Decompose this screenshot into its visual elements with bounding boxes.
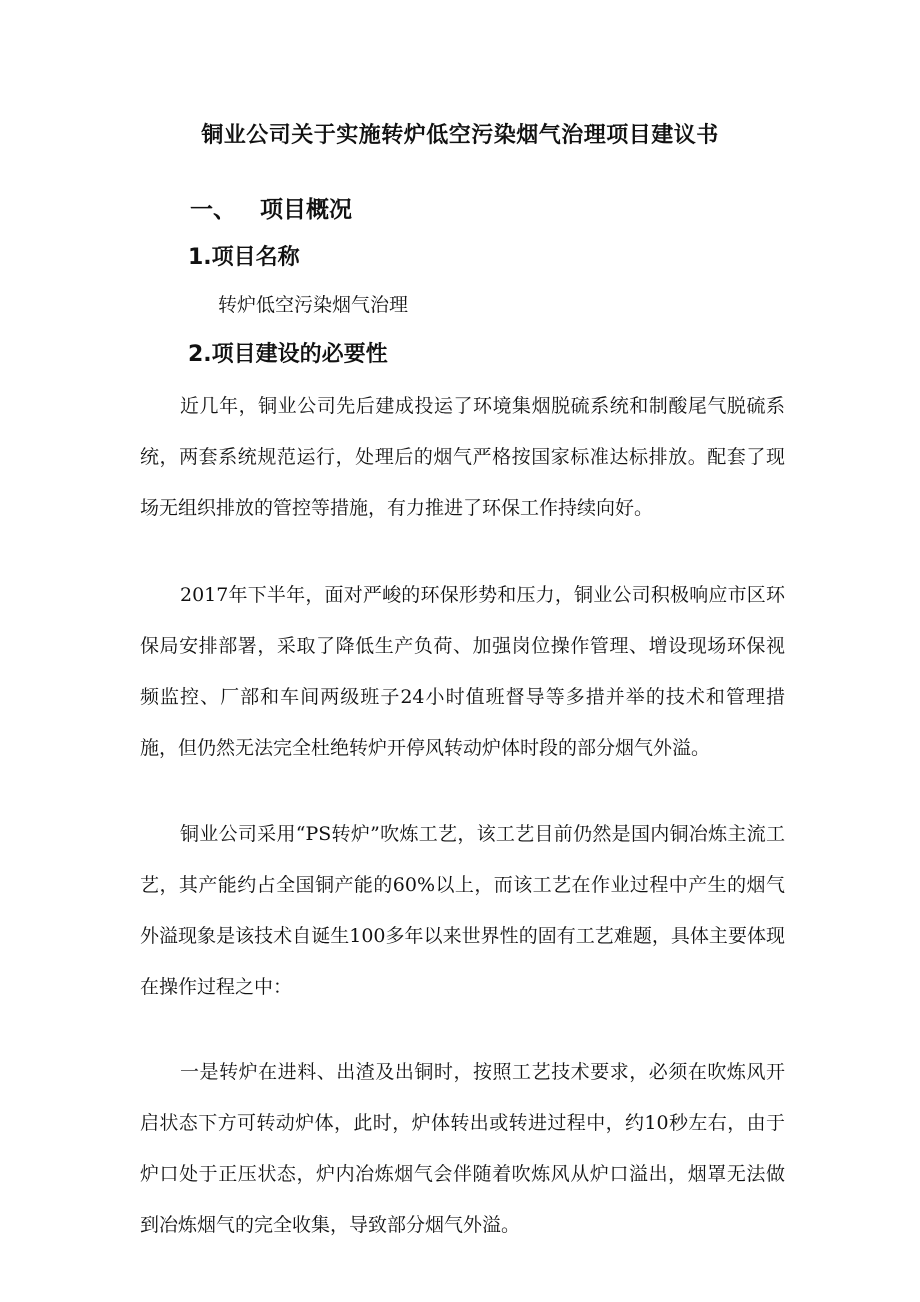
paragraph-3: 铜业公司采用“PS转炉”吹炼工艺，该工艺目前仍然是国内铜冶炼主流工艺，其产能约占全国铜产能的60%以上，而该工艺在作业过程中产生的烟气外溢现象是该技术自诞生100多年以来世界性的固有工艺难题，具体主要体现在操作过程之中： [140, 823, 785, 998]
paragraph-2: 2017年下半年，面对严峻的环保形势和压力，铜业公司积极响应市区环保局安排部署，采取了降低生产负荷、加强岗位操作管理、增设现场环保视频监控、厂部和车间两级班子24小时值班督导等多措并举的技术和管理措施，但仍然无法完全杜绝转炉开停风转动炉体时段的部分烟气外溢。 [140, 584, 785, 759]
section-title: 项目概况 [260, 197, 352, 223]
subheading-necessity: 2.项目建设的必要性 [188, 342, 388, 367]
paragraph-4: 一是转炉在进料、出渣及出铜时，按照工艺技术要求，必须在吹炼风开启状态下方可转动炉体，此时，炉体转出或转进过程中，约10秒左右，由于炉口处于正压状态，炉内冶炼烟气会伴随着吹炼风从炉口溢出，烟罩无法做到冶炼烟气的完全收集，导致部分烟气外溢。 [140, 1061, 785, 1236]
paragraph-1: 近几年，铜业公司先后建成投运了环境集烟脱硫系统和制酸尾气脱硫系统，两套系统规范运行，处理后的烟气严格按国家标准达标排放。配套了现场无组织排放的管控等措施，有力推进了环保工作持续向好。 [140, 395, 785, 519]
section-heading-overview [190, 192, 352, 228]
subheading-project-name: 1.项目名称 [188, 245, 300, 270]
document-title: 铜业公司关于实施转炉低空污染烟气治理项目建议书 [201, 123, 719, 148]
project-name-text: 转炉低空污染烟气治理 [218, 294, 409, 316]
section-number: 一、 [190, 197, 236, 223]
